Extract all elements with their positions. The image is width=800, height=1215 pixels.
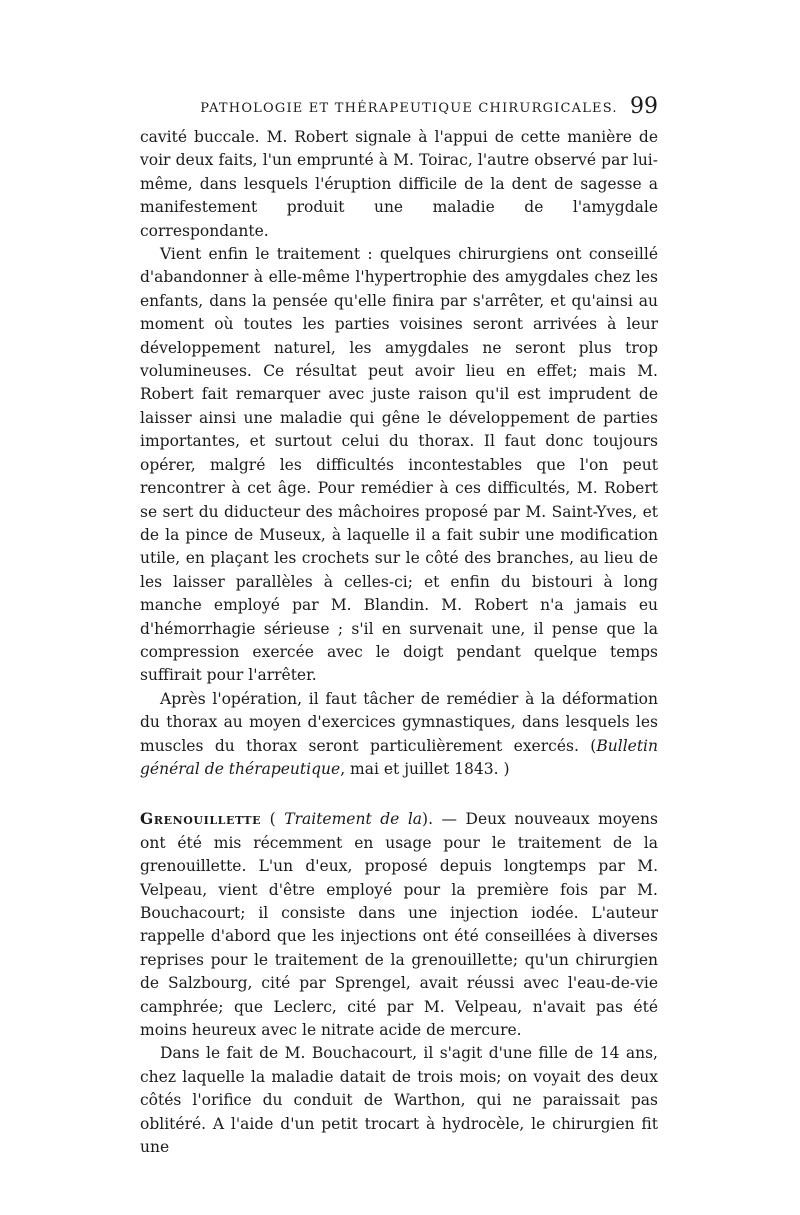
paragraph-3 [140,688,658,782]
body-text [140,126,658,1159]
source-citation: Bulletin général de thérapeutique [140,736,658,778]
heading-open-paren: ( [261,810,285,829]
paragraph-3-text: Après l'opération, il faut tâcher de remédier à la déformation du thorax au moyen d'exercices gymnastiques, dans lesquels les muscles du thorax seront particulièrement exercés. ( [140,689,658,755]
paragraph-5: Dans le fait de M. Bouchacourt, il s'agit d'une fille de 14 ans, chez laquelle la maladie datait de trois mois; on voyait des deux côtés l'orifice du conduit de Warthon, qui ne paraissait pas oblitéré. A l'aide d'un petit trocart à hydrocèle, le chirurgien fit une [140,1044,658,1157]
page-number: 99 [630,94,658,119]
section-subheading: Traitement de la [284,810,423,829]
paragraph-2: Vient enfin le traitement : quelques chirurgiens ont conseillé d'abandonner à elle-même l'hypertrophie des amygdales chez les enfants, dans la pensée qu'elle finira par s'arrêter, et qu'ainsi au moment où toutes les parties voisines seront arrivées à leur développement naturel, les amygdales ne seront plus trop volumineuses. Ce résultat peut avoir lieu en effet; mais M. Robert fait remarquer avec juste raison qu'il est imprudent de laisser ainsi une maladie qui gêne le développement de parties importantes, et surtout celui du thorax. Il faut donc toujours opérer, malgré les difficultés incontestables que l'on peut rencontrer à cet âge. Pour remédier à ces difficultés, M. Robert se sert du diducteur des mâchoires proposé par M. Saint-Yves, et de la pince de Museux, à laquelle il a fait subir une modification utile, en plaçant les crochets sur le côté des branches, au lieu de les laisser parallèles à celles-ci; et enfin du bistouri à long manche employé par M. Blandin. M. Robert n'a jamais eu d'hémorrhagie sérieuse ; s'il en survenait une, il pense que la compression exercée avec le doigt pendant quelque temps suffirait pour l'arrêter. [140,245,658,685]
paragraph-4-text: ). — Deux nouveaux moyens ont été mis récemment en usage pour le traitement de la grenouillette. L'un d'eux, proposé depuis longtemps par M. Velpeau, vient d'être employé pour la première fois par M. Bouchacourt; il consiste dans une injection iodée. L'auteur rappelle d'abord que les injections ont été conseillées à diverses reprises pour le traitement de la grenouillette; qu'un chirurgien de Salzbourg, cité par Sprengel, avait réussi avec l'eau-de-vie camphrée; que Leclerc, cité par M. Velpeau, n'avait pas été moins heureux avec le nitrate acide de mercure. [140,810,658,1040]
citation-date: , mai et juillet 1843. ) [340,759,510,778]
paragraph-4 [140,807,658,1042]
paragraph-1: cavité buccale. M. Robert signale à l'appui de cette manière de voir deux faits, l'un emprunté à M. Toirac, l'autre observé par lui-même, dans lesquels l'éruption difficile de la dent de sagesse a manifestement produit une maladie de l'amygdale correspondante. [140,128,658,240]
book-page [140,92,658,1159]
section-heading: Grenouillette [140,809,262,829]
running-header [140,92,658,126]
running-title: PATHOLOGIE ET THÉRAPEUTIQUE CHIRURGICALES. [200,101,618,116]
